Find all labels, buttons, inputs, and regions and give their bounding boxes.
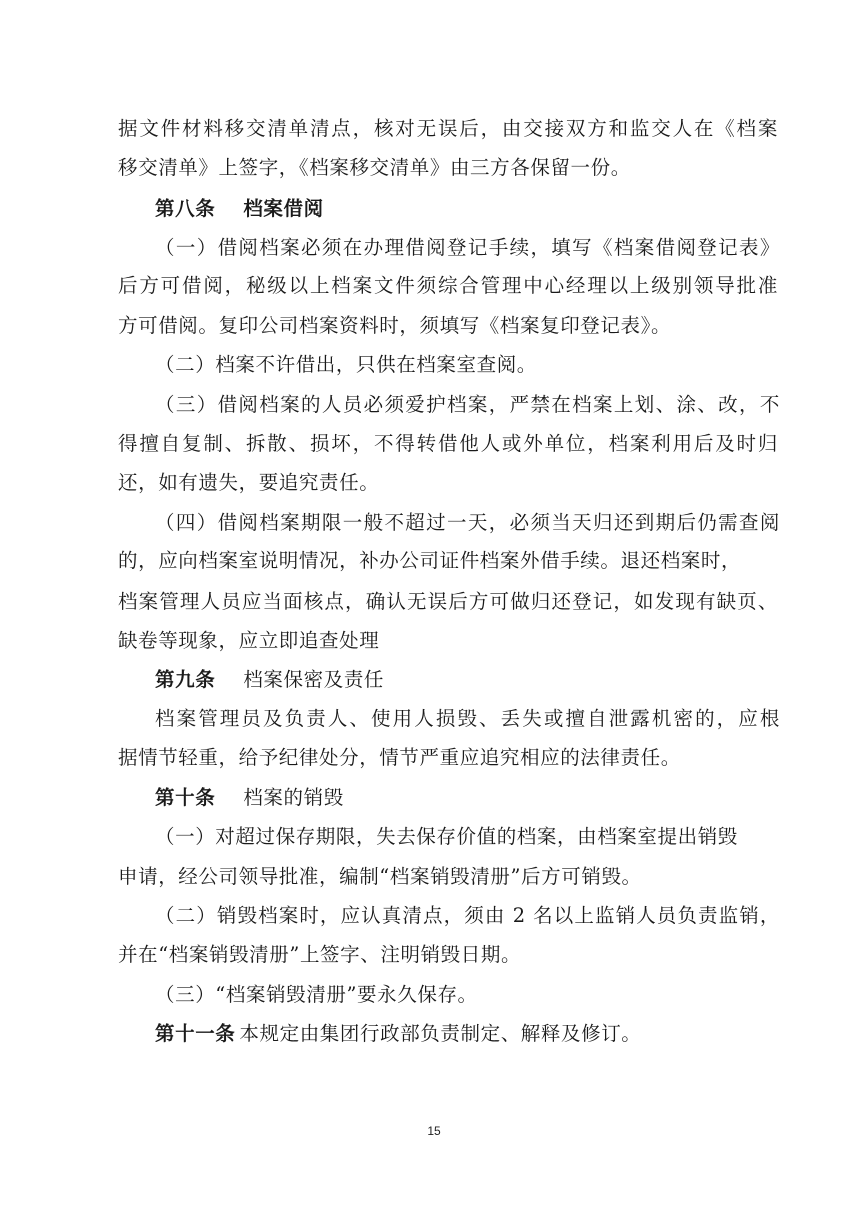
paragraph-line: 缺卷等现象，应立即追查处理 bbox=[118, 629, 380, 652]
page-number: 15 bbox=[427, 1124, 441, 1138]
article-label: 第十条 bbox=[155, 786, 216, 809]
article-title: 档案的销毁 bbox=[243, 786, 344, 809]
paragraph-line: （二）销毁档案时，应认真清点，须由 2 名以上监销人员负责监销， bbox=[155, 904, 780, 927]
paragraph-line: 的，应向档案室说明情况，补办公司证件档案外借手续。退还档案时， bbox=[118, 549, 742, 572]
paragraph-line: （一）借阅档案必须在办理借阅登记手续，填写《档案借阅登记表》 bbox=[155, 236, 780, 259]
paragraph-line: 据文件材料移交清单清点，核对无误后，由交接双方和监交人在《档案 bbox=[118, 117, 778, 140]
paragraph-line: 档案管理人员应当面核点，确认无误后方可做归还登记，如发现有缺页、 bbox=[118, 590, 778, 613]
paragraph-line: 方可借阅。复印公司档案资料时，须填写《档案复印登记表》。 bbox=[118, 314, 672, 337]
article-label: 第八条 bbox=[155, 197, 216, 220]
article-label: 第十一条 bbox=[155, 1022, 236, 1045]
paragraph-line: （二）档案不许借出，只供在档案室查阅。 bbox=[155, 353, 537, 376]
paragraph-line: 据情节轻重，给予纪律处分，情节严重应追究相应的法律责任。 bbox=[118, 746, 681, 769]
paragraph-line: 并在“档案销毁清册”上签字、注明销毁日期。 bbox=[118, 943, 522, 966]
paragraph-line: （一）对超过保存期限，失去保存价值的档案，由档案室提出销毁 bbox=[155, 825, 738, 848]
article-title: 档案借阅 bbox=[243, 197, 324, 220]
article-heading-10 bbox=[155, 785, 780, 811]
article-title: 档案保密及责任 bbox=[243, 668, 385, 691]
paragraph-line: 移交清单》上签字，《档案移交清单》由三方各保留一份。 bbox=[118, 156, 631, 179]
paragraph-line: 申请，经公司领导批准，编制“档案销毁清册”后方可销毁。 bbox=[118, 865, 642, 888]
article-title: 本规定由集团行政部负责制定、解释及修订。 bbox=[239, 1022, 642, 1045]
article-heading-11 bbox=[155, 1021, 780, 1047]
paragraph-line: 后方可借阅，秘级以上档案文件须综合管理中心经理以上级别领导批准 bbox=[118, 274, 778, 297]
article-heading-8 bbox=[155, 196, 780, 222]
paragraph-line: 还，如有遗失，要追究责任。 bbox=[118, 471, 380, 494]
article-heading-9 bbox=[155, 667, 780, 693]
article-label: 第九条 bbox=[155, 668, 216, 691]
paragraph-line: （三）“档案销毁清册”要永久保存。 bbox=[155, 983, 478, 1006]
paragraph-line: 得擅自复制、拆散、损坏，不得转借他人或外单位，档案利用后及时归 bbox=[118, 432, 778, 455]
paragraph-line: （四）借阅档案期限一般不超过一天，必须当天归还到期后仍需查阅 bbox=[155, 511, 780, 534]
paragraph-line: （三）借阅档案的人员必须爱护档案，严禁在档案上划、涂、改，不 bbox=[155, 393, 780, 416]
paragraph-line: 档案管理员及负责人、使用人损毁、丢失或擅自泄露机密的，应根 bbox=[155, 707, 780, 730]
